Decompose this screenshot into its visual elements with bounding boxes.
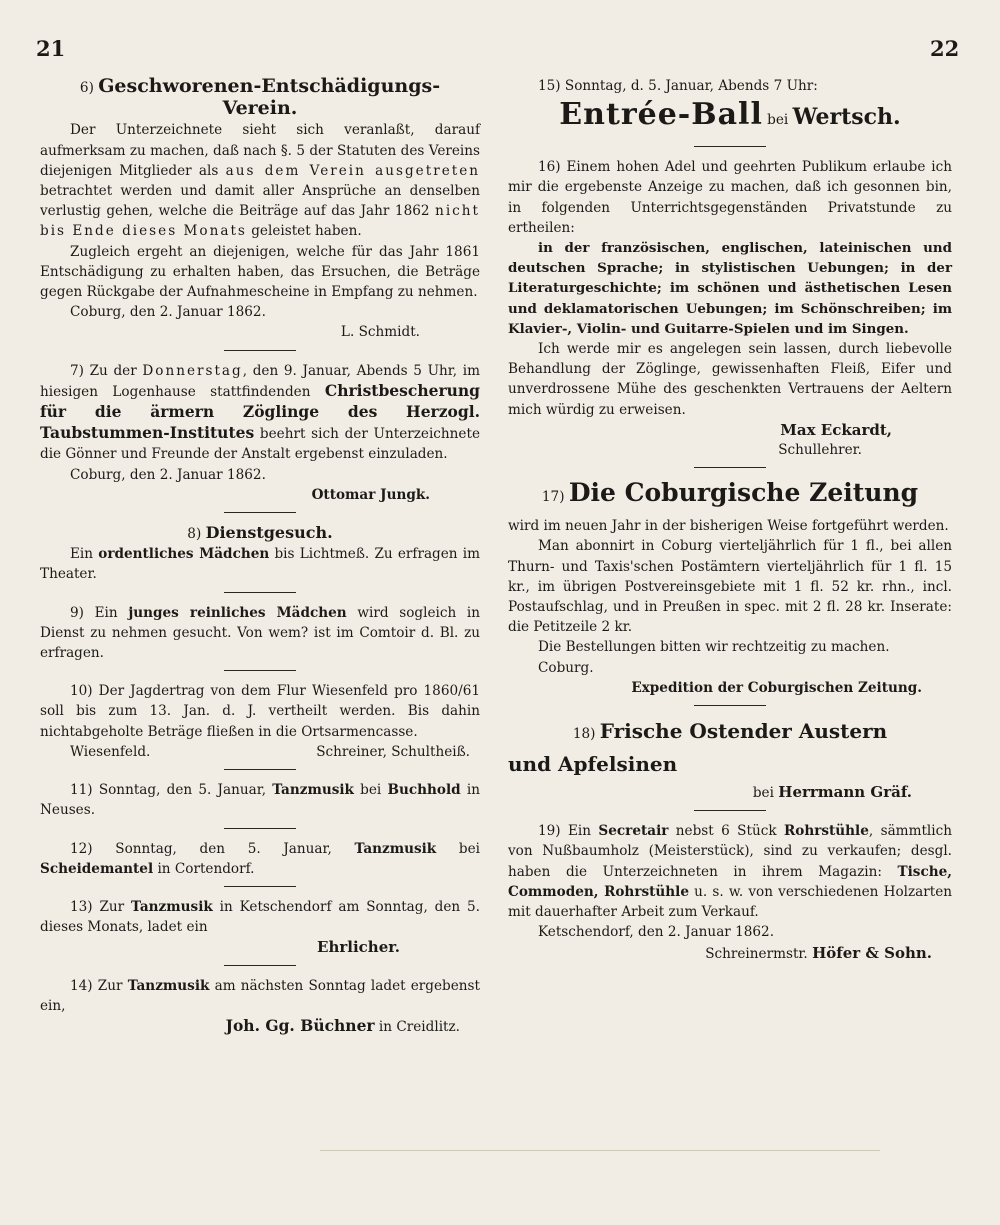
ad-14: [40, 976, 480, 1038]
ad-17-number: 17): [541, 489, 565, 506]
bottom-rule: [320, 1150, 880, 1151]
ad-10-place: Wiesenfeld.: [70, 743, 151, 760]
ad-17: [508, 478, 952, 698]
ad-9: [40, 603, 480, 664]
ad-13: [40, 897, 480, 958]
ad-18-signature: bei Herrmann Gräf.: [752, 783, 912, 802]
divider: [694, 810, 766, 811]
ad-19-body: 19) Ein Secretair nebst 6 Stück Rohrstühle, sämmtlich von Nußbaumholz (Meisterstück), sind zu verkaufen; desgl. haben die Unterzeichneten in ihrem Magazin: Tische, Commoden, Rohrstühle u. s. w. von verschiedenen Holzarten mit dauerhafter Arbeit zum Verkauf.: [508, 823, 952, 921]
ad-17-body: wird im neuen Jahr in der bisherigen Weise fortgeführt werden.: [508, 518, 949, 535]
ad-7-body: 7) Zu der Donnerstag, den 9. Januar, Abends 5 Uhr, im hiesigen Logenhause stattfindenden Christbescherung für die ärmern Zöglinge des Herzogl. Taubstummen-Institutes beehrt sich der Unterzeichnete die Gönner und Freunde der Anstalt ergebenst einzuladen.: [40, 362, 480, 463]
ad-6-body: Der Unterzeichnete sieht sich veranlaßt, darauf aufmerksam zu machen, daß nach §. 5 der Statuten des Vereins diejenigen Mitglieder als aus dem Verein ausgetreten betrachtet werden und damit aller Ansprüche an denselben verlustig gehen, welche die Beiträge auf das Jahr 1862 nicht bis Ende dieses Monats geleistet haben.: [40, 122, 480, 240]
ad-16-subjects: in der französischen, englischen, lateinischen und deutschen Sprache; in stylistischen Uebungen; in der Literaturgeschichte; im schönen und ästhetischen Lesen und deklamatorischen Uebungen; im Schönschreiben; im Klavier-, Violin- und Guitarre-Spielen und im Singen.: [508, 240, 952, 337]
ad-18: [508, 716, 952, 803]
ad-16-role: Schullehrer.: [778, 442, 862, 459]
ad-13-signature: Ehrlicher.: [317, 938, 400, 957]
left-column: [40, 76, 480, 1043]
ad-15-title: Entrée-Ball bei Wertsch.: [559, 97, 901, 133]
divider: [224, 350, 296, 351]
divider: [224, 965, 296, 966]
ad-16-body-2: Ich werde mir es angelegen sein lassen, durch liebevolle Behandlung der Zöglinge, gewissenhaften Fleiß, Eifer und unverdrossene Mühe des geschenkten Vertrauens der Aeltern mich würdig zu erweisen.: [508, 341, 952, 418]
ad-17-body-2: Man abonnirt in Coburg vierteljährlich für 1 fl., bei allen Thurn- und Taxis'schen Postämtern vierteljährlich für 1 fl. 15 kr., im übrigen Postvereinsgebiete mit 1 fl. 52 kr. rhn., incl. Postaufschlag, und in Preußen in spec. mit 2 fl. 28 kr. Inserate: die Petitzeile 2 kr.: [508, 538, 952, 636]
ad-16-body: 16) Einem hohen Adel und geehrten Publikum erlaube ich mir die ergebenste Anzeige zu machen, daß ich gesonnen bin, in folgenden Unterrichtsgegenständen Privatstunde zu ertheilen:: [508, 159, 952, 236]
ad-10: [40, 681, 480, 762]
ad-11-body: 11) Sonntag, den 5. Januar, Tanzmusik bei Buchhold in Neuses.: [40, 782, 480, 819]
ad-15-body: 15) Sonntag, d. 5. Januar, Abends 7 Uhr:: [538, 78, 818, 94]
ad-8-body: Ein ordentliches Mädchen bis Lichtmeß. Zu erfragen im Theater.: [40, 546, 480, 583]
ad-13-body: 13) Zur Tanzmusik in Ketschendorf am Sonntag, den 5. dieses Monats, ladet ein: [40, 898, 480, 936]
page-number-left: 21: [36, 36, 66, 61]
divider: [694, 705, 766, 706]
ad-17-place: Coburg.: [538, 659, 594, 676]
ad-10-signature: Schreiner, Schultheiß.: [316, 743, 470, 760]
ad-11: [40, 780, 480, 820]
divider: [224, 512, 296, 513]
ad-6-title-2: Verein.: [222, 97, 298, 120]
ad-18-title-2: und Apfelsinen: [508, 752, 678, 777]
ad-6-signature: L. Schmidt.: [340, 324, 420, 341]
ad-19: [508, 821, 952, 963]
divider: [224, 828, 296, 829]
ad-7-signature: Ottomar Jungk.: [311, 486, 430, 503]
ad-12: [40, 839, 480, 879]
divider: [224, 769, 296, 770]
ad-18-title: Frische Ostender Austern: [599, 719, 888, 744]
ad-6-title: Geschworenen-Entschädigungs-: [98, 75, 441, 97]
divider: [224, 670, 296, 671]
ad-16: [508, 157, 952, 460]
ad-7-date: Coburg, den 2. Januar 1862.: [70, 466, 266, 483]
ad-6-number: 6): [79, 80, 94, 96]
ad-8: [40, 523, 480, 585]
ad-17-signature: Expedition der Coburgischen Zeitung.: [631, 679, 922, 696]
ad-8-number: 8): [187, 526, 202, 543]
ad-17-body-3: Die Bestellungen bitten wir rechtzeitig zu machen.: [538, 639, 890, 656]
ad-7: [40, 361, 480, 505]
divider: [694, 467, 766, 468]
ad-6-date: Coburg, den 2. Januar 1862.: [70, 304, 266, 321]
ad-8-title: Dienstgesuch.: [205, 523, 333, 543]
divider: [224, 592, 296, 593]
page-number-right: 22: [930, 36, 960, 61]
ad-15: [508, 76, 952, 139]
ad-19-signature: Schreinermstr. Höfer & Sohn.: [705, 943, 932, 962]
ad-19-date: Ketschendorf, den 2. Januar 1862.: [538, 924, 775, 941]
ad-16-signature: Max Eckardt,: [780, 420, 892, 439]
ad-6: [40, 76, 480, 343]
ad-10-body: 10) Der Jagdertrag von dem Flur Wiesenfeld pro 1860/61 soll bis zum 13. Jan. d. J. vertheilt werden. Bis dahin nichtabgeholte Beträge fließen in die Ortsarmencasse.: [40, 683, 480, 740]
divider: [224, 886, 296, 887]
ad-9-body: 9) Ein junges reinliches Mädchen wird sogleich in Dienst zu nehmen gesucht. Von wem? ist im Comtoir d. Bl. zu erfragen.: [40, 604, 480, 662]
right-column: [508, 76, 952, 970]
ad-14-body: 14) Zur Tanzmusik am nächsten Sonntag ladet ergebenst ein,: [40, 977, 480, 1014]
ad-6-body-2: Zugleich ergeht an diejenigen, welche für das Jahr 1861 Entschädigung zu erhalten haben, das Ersuchen, die Beträge gegen Rückgabe der Aufnahmescheine in Empfang zu nehmen.: [40, 243, 480, 301]
divider: [694, 146, 766, 147]
ad-12-body: 12) Sonntag, den 5. Januar, Tanzmusik bei Scheidemantel in Cortendorf.: [40, 840, 480, 877]
ad-17-title: Die Coburgische Zeitung: [568, 478, 919, 508]
ad-18-number: 18): [572, 726, 596, 743]
ad-14-signature: Joh. Gg. Büchner in Creidlitz.: [225, 1015, 460, 1035]
